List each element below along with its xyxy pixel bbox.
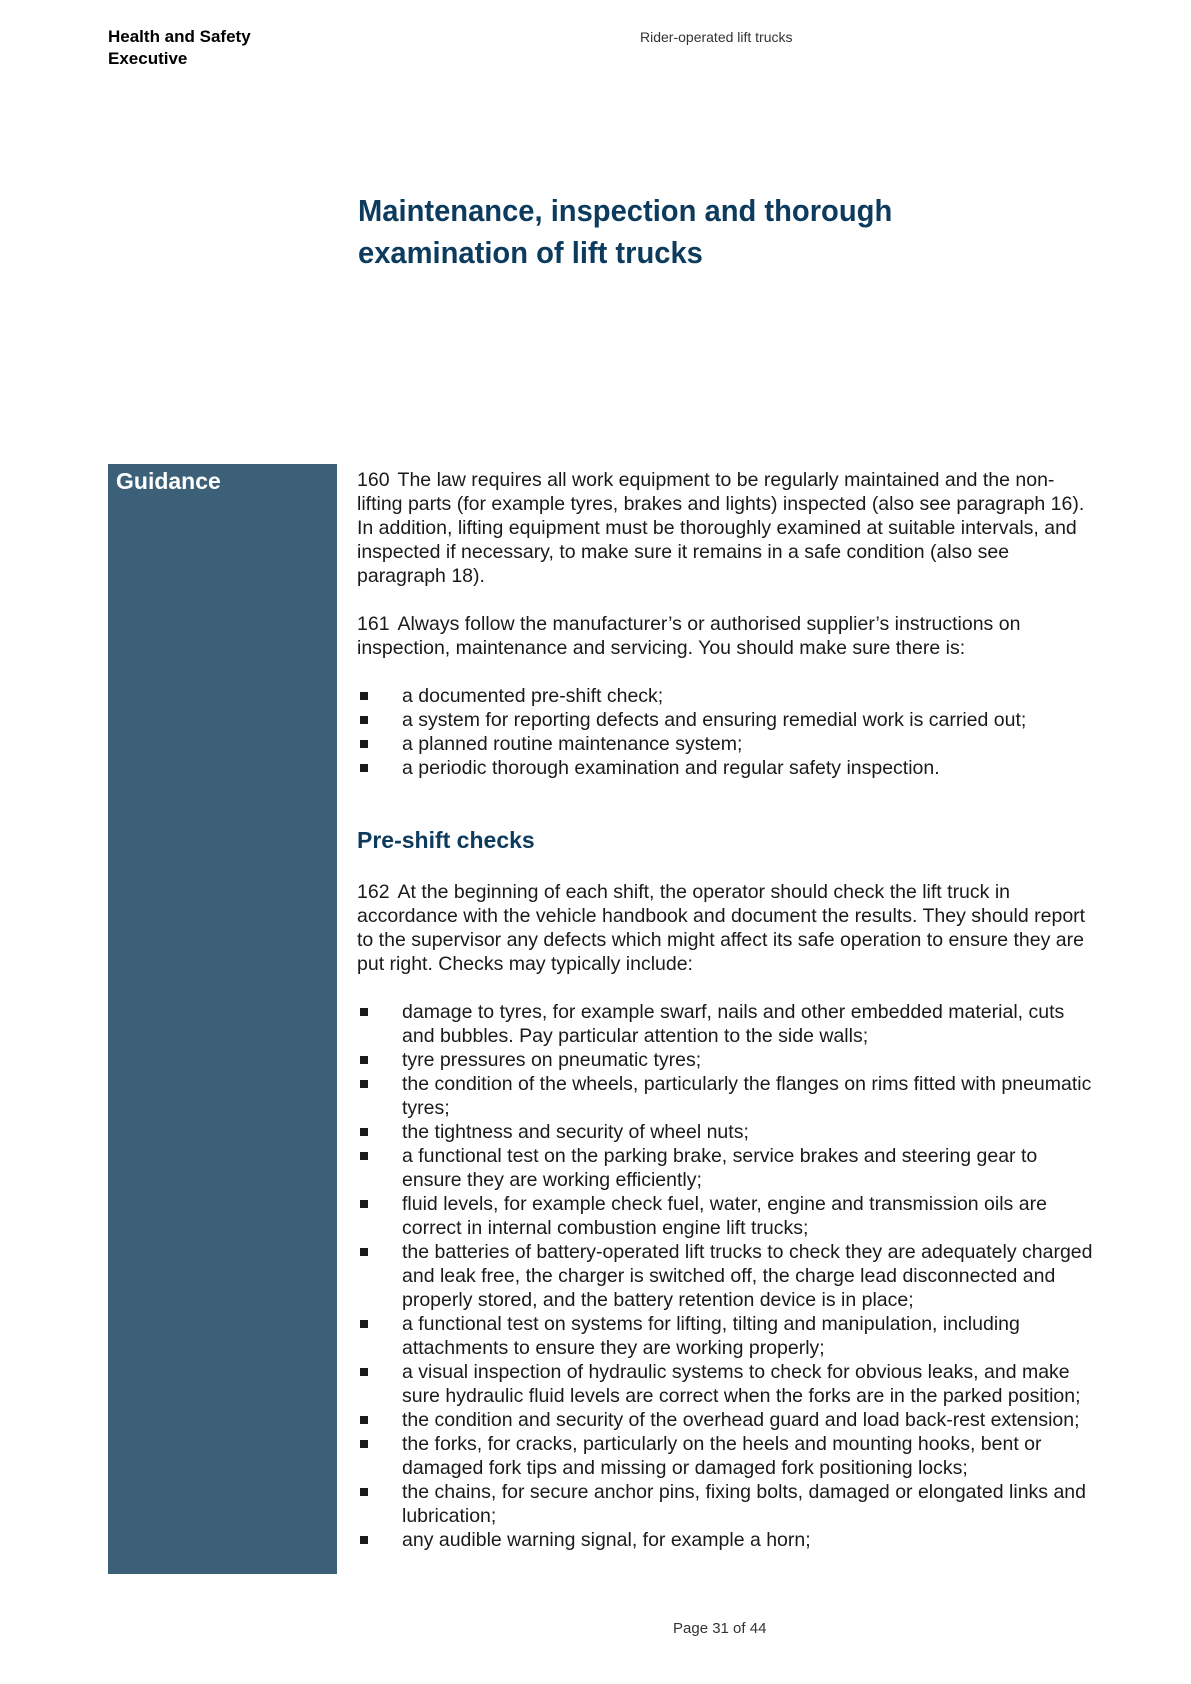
square-bullet-icon — [360, 1248, 368, 1256]
section-heading-pre-shift-checks: Pre-shift checks — [357, 827, 535, 853]
page-title: Maintenance, inspection and thorough examination of lift trucks — [358, 193, 893, 270]
square-bullet-icon — [360, 1536, 368, 1544]
paragraph-160 — [357, 468, 1097, 588]
list-item-text: the condition and security of the overhead guard and load back-rest extension; — [402, 1409, 1080, 1431]
list-item-text: the forks, for cracks, particularly on the heels and mounting hooks, bent or damaged fork tips and missing or damaged fork positioning locks; — [402, 1433, 1042, 1479]
paragraph-162 — [357, 880, 1097, 976]
list-item-text: the batteries of battery-operated lift trucks to check they are adequately charged and leak free, the charger is switched off, the charge lead disconnected and properly stored, and the battery retention device is in place; — [402, 1241, 1093, 1311]
list-item — [357, 1528, 1097, 1552]
list-item — [357, 1360, 1097, 1408]
list-item — [357, 1072, 1097, 1120]
list-item-text: a planned routine maintenance system; — [402, 733, 743, 755]
square-bullet-icon — [360, 1056, 368, 1064]
paragraph-text: Always follow the manufacturer’s or authorised supplier’s instructions on inspection, maintenance and servicing. You should make sure there is: — [357, 613, 1021, 659]
guidance-sidebar — [108, 464, 337, 1574]
list-item-text: a visual inspection of hydraulic systems to check for obvious leaks, and make sure hydraulic fluid levels are correct when the forks are in the parked position; — [402, 1361, 1081, 1407]
organisation-name-line1: Health and Safety — [108, 27, 251, 46]
list-item-text: a documented pre-shift check; — [402, 685, 664, 707]
running-header-title: Rider-operated lift trucks — [640, 29, 793, 45]
list-item-text: a system for reporting defects and ensuring remedial work is carried out; — [402, 709, 1027, 731]
list-item-text: the condition of the wheels, particularly the flanges on rims fitted with pneumatic tyres; — [402, 1073, 1092, 1119]
paragraph-text: The law requires all work equipment to be regularly maintained and the non-lifting parts (for example tyres, brakes and lights) inspected (also see paragraph 16). In addition, lifting equipment must be thoroughly examined at suitable intervals, and inspected if necessary, to make sure it remains in a safe condition (also see paragraph 18). — [357, 469, 1085, 587]
list-item-text: the chains, for secure anchor pins, fixing bolts, damaged or elongated links and lubrication; — [402, 1481, 1086, 1527]
square-bullet-icon — [360, 1128, 368, 1136]
list-item — [357, 1480, 1097, 1528]
square-bullet-icon — [360, 764, 368, 772]
square-bullet-icon — [360, 1440, 368, 1448]
square-bullet-icon — [360, 1416, 368, 1424]
square-bullet-icon — [360, 740, 368, 748]
square-bullet-icon — [360, 716, 368, 724]
list-item — [357, 1240, 1097, 1312]
list-item-text: any audible warning signal, for example a horn; — [402, 1529, 811, 1551]
list-item-text: a functional test on the parking brake, service brakes and steering gear to ensure they are working efficiently; — [402, 1145, 1038, 1191]
square-bullet-icon — [360, 692, 368, 700]
list-item — [357, 1048, 1097, 1072]
pre-shift-checks-list — [357, 1000, 1097, 1552]
paragraph-number: 160 — [357, 469, 390, 491]
square-bullet-icon — [360, 1152, 368, 1160]
list-item — [357, 1192, 1097, 1240]
list-item — [357, 1144, 1097, 1192]
organisation-name-line2: Executive — [108, 49, 188, 68]
list-item — [357, 1408, 1097, 1432]
square-bullet-icon — [360, 1080, 368, 1088]
list-item — [357, 1120, 1097, 1144]
list-item — [357, 708, 1097, 732]
list-item-text: damage to tyres, for example swarf, nails and other embedded material, cuts and bubbles. Pay particular attention to the side walls; — [402, 1001, 1065, 1047]
paragraph-number: 162 — [357, 881, 390, 903]
list-item — [357, 732, 1097, 756]
guidance-label: Guidance — [116, 468, 221, 494]
list-item — [357, 684, 1097, 708]
main-content — [357, 468, 1097, 1576]
page-number: Page 31 of 44 — [673, 1620, 767, 1637]
requirements-list — [357, 684, 1097, 780]
list-item-text: the tightness and security of wheel nuts; — [402, 1121, 749, 1143]
paragraph-161 — [357, 612, 1097, 660]
square-bullet-icon — [360, 1320, 368, 1328]
square-bullet-icon — [360, 1488, 368, 1496]
list-item-text: tyre pressures on pneumatic tyres; — [402, 1049, 702, 1071]
square-bullet-icon — [360, 1368, 368, 1376]
list-item — [357, 1312, 1097, 1360]
list-item — [357, 756, 1097, 780]
paragraph-text: At the beginning of each shift, the operator should check the lift truck in accordance with the vehicle handbook and document the results. They should report to the supervisor any defects which might affect its safe operation to ensure they are put right. Checks may typically include: — [357, 881, 1086, 975]
list-item — [357, 1432, 1097, 1480]
list-item-text: a functional test on systems for lifting, tilting and manipulation, including attachments to ensure they are working properly; — [402, 1313, 1020, 1359]
paragraph-number: 161 — [357, 613, 390, 635]
list-item — [357, 1000, 1097, 1048]
organisation-name — [108, 26, 251, 70]
square-bullet-icon — [360, 1008, 368, 1016]
list-item-text: fluid levels, for example check fuel, water, engine and transmission oils are correct in internal combustion engine lift trucks; — [402, 1193, 1047, 1239]
square-bullet-icon — [360, 1200, 368, 1208]
list-item-text: a periodic thorough examination and regular safety inspection. — [402, 757, 940, 779]
